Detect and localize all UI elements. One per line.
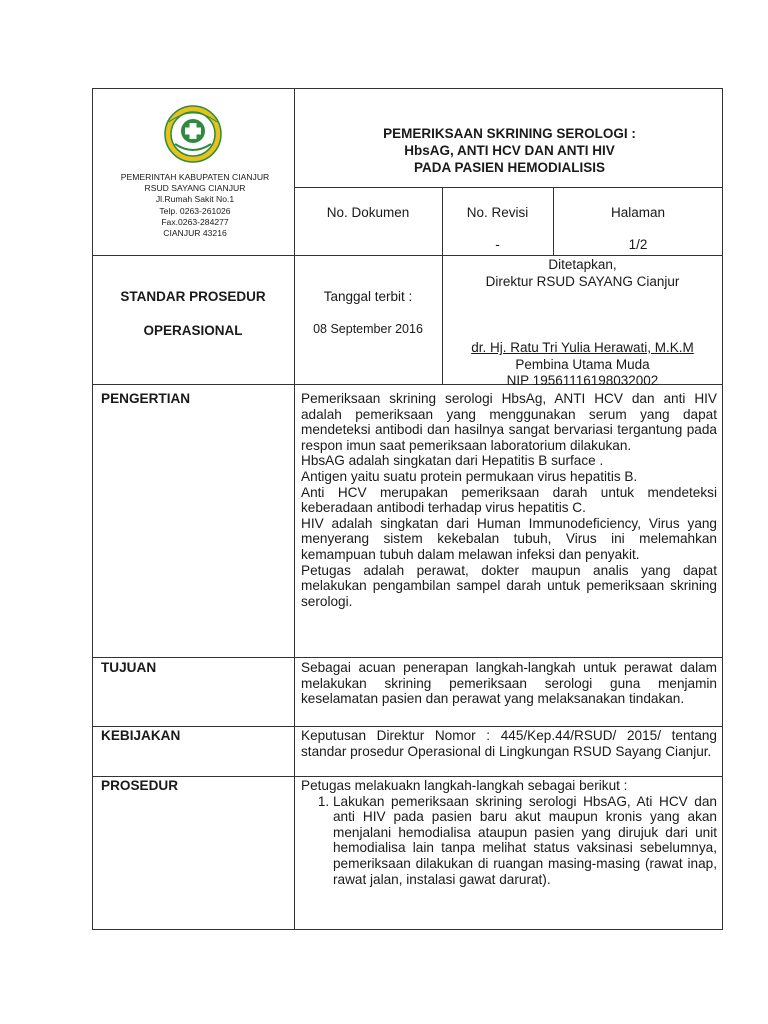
org-line: RSUD SAYANG CIANJUR [144, 183, 246, 194]
section-body-kebijakan: Keputusan Direktur Nomor : 445/Kep.44/RSUD/ 2015/ tentang standar prosedur Operasional di Lingkungan RSUD Sayang Cianjur. [301, 728, 717, 759]
hospital-logo [151, 104, 235, 164]
revision-label: No. Revisi [466, 205, 529, 220]
grid-divider [92, 657, 723, 658]
org-line: Fax.0263-284277 [161, 216, 229, 227]
org-line: Jl.Rumah Sakit No.1 [155, 194, 235, 205]
approver-title: Direktur RSUD SAYANG Cianjur [485, 273, 680, 289]
paragraph: Antigen yaitu suatu protein permukaan virus hepatitis B. [301, 468, 638, 484]
title-line: PEMERIKSAAN SKRINING SEROLOGI : [383, 126, 636, 141]
section-label-tujuan: TUJUAN [101, 660, 157, 675]
page-label: Halaman [610, 205, 666, 220]
grid-divider [92, 726, 723, 727]
sop-heading: OPERASIONAL [143, 323, 243, 338]
issued-date: 08 September 2016 [313, 322, 423, 336]
section-label-prosedur: PROSEDUR [101, 778, 179, 793]
section-body-pengertian [301, 391, 717, 609]
grid-divider [92, 255, 723, 256]
procedure-intro: Petugas melakuakn langkah-langkah sebagai berikut : [301, 778, 628, 793]
approval-block [442, 257, 723, 290]
organization-address [95, 172, 295, 239]
revision-value: - [495, 237, 500, 252]
section-label-pengertian: PENGERTIAN [101, 391, 191, 406]
issued-date-label: Tanggal terbit : [323, 289, 413, 304]
org-line: CIANJUR 43216 [163, 228, 227, 239]
paragraph: Pemeriksaan skrining serologi HbsAg, ANTI HCV dan anti HIV adalah pemeriksaan yang menggunakan serum yang dapat mendeteksi antibodi dan hasilnya sangat bervariasi tergantung pada respon imun saat pemeriksaan laboratorium dilakukan. [301, 391, 717, 453]
signatory-block [442, 340, 723, 390]
procedure-steps [301, 794, 717, 888]
approval-label: Ditetapkan, [548, 257, 617, 272]
section-body-prosedur [301, 778, 717, 887]
org-line: Telp. 0263-261026 [159, 205, 231, 216]
section-label-kebijakan: KEBIJAKAN [101, 728, 181, 743]
sop-heading: STANDAR PROSEDUR [120, 289, 266, 304]
paragraph: Anti HCV merupakan pemeriksaan darah untuk mendeteksi keberadaan antibodi terhadap virus hepatitis C. [301, 484, 717, 516]
paragraph: Petugas adalah perawat, dokter maupun analis yang dapat melakukan pengambilan sampel darah untuk pemeriksaan skrining serologi. [301, 562, 717, 609]
grid-divider [92, 776, 723, 777]
page-value: 1/2 [628, 237, 648, 252]
grid-divider [294, 187, 723, 188]
document-title [296, 125, 723, 176]
paragraph: HIV adalah singkatan dari Human Immunodeficiency, Virus yang menyerang sistem kekebalan tubuh, Virus ini melemahkan kemampuan tubuh dalam melawan infeksi dan penyakit. [301, 515, 717, 562]
org-line: PEMERINTAH KABUPATEN CIANJUR [120, 172, 270, 182]
title-line: HbsAG, ANTI HCV DAN ANTI HIV [404, 143, 615, 158]
title-line: PADA PASIEN HEMODIALISIS [413, 160, 606, 175]
procedure-step: 1. Lakukan pemeriksaan skrining serologi HbsAG, Ati HCV dan anti HIV pada pasien baru akut maupun kronis yang akan menjalani hemodialisa ataupun pasien yang dirujuk dari unit hemodialisa lain tanpa melihat status vaksinasi sebelumnya, pemeriksaan dilakukan di ruangan masing-masing (rawat inap, rawat jalan, instalasi gawat darurat). [333, 794, 717, 888]
signer-name: dr. Hj. Ratu Tri Yulia Herawati, M.K.M [471, 340, 694, 355]
signer-nip: NIP 19561116198032002 [506, 373, 659, 388]
signer-rank: Pembina Utama Muda [515, 356, 650, 372]
document-number-label: No. Dokumen [326, 205, 410, 220]
paragraph: HbsAG adalah singkatan dari Hepatitis B surface . [301, 453, 604, 469]
section-body-tujuan: Sebagai acuan penerapan langkah-langkah untuk perawat dalam melakukan skrining pemeriksaan serologi guna menjamin keselamatan pasien dan perawat yang melaksanakan tindakan. [301, 660, 717, 707]
